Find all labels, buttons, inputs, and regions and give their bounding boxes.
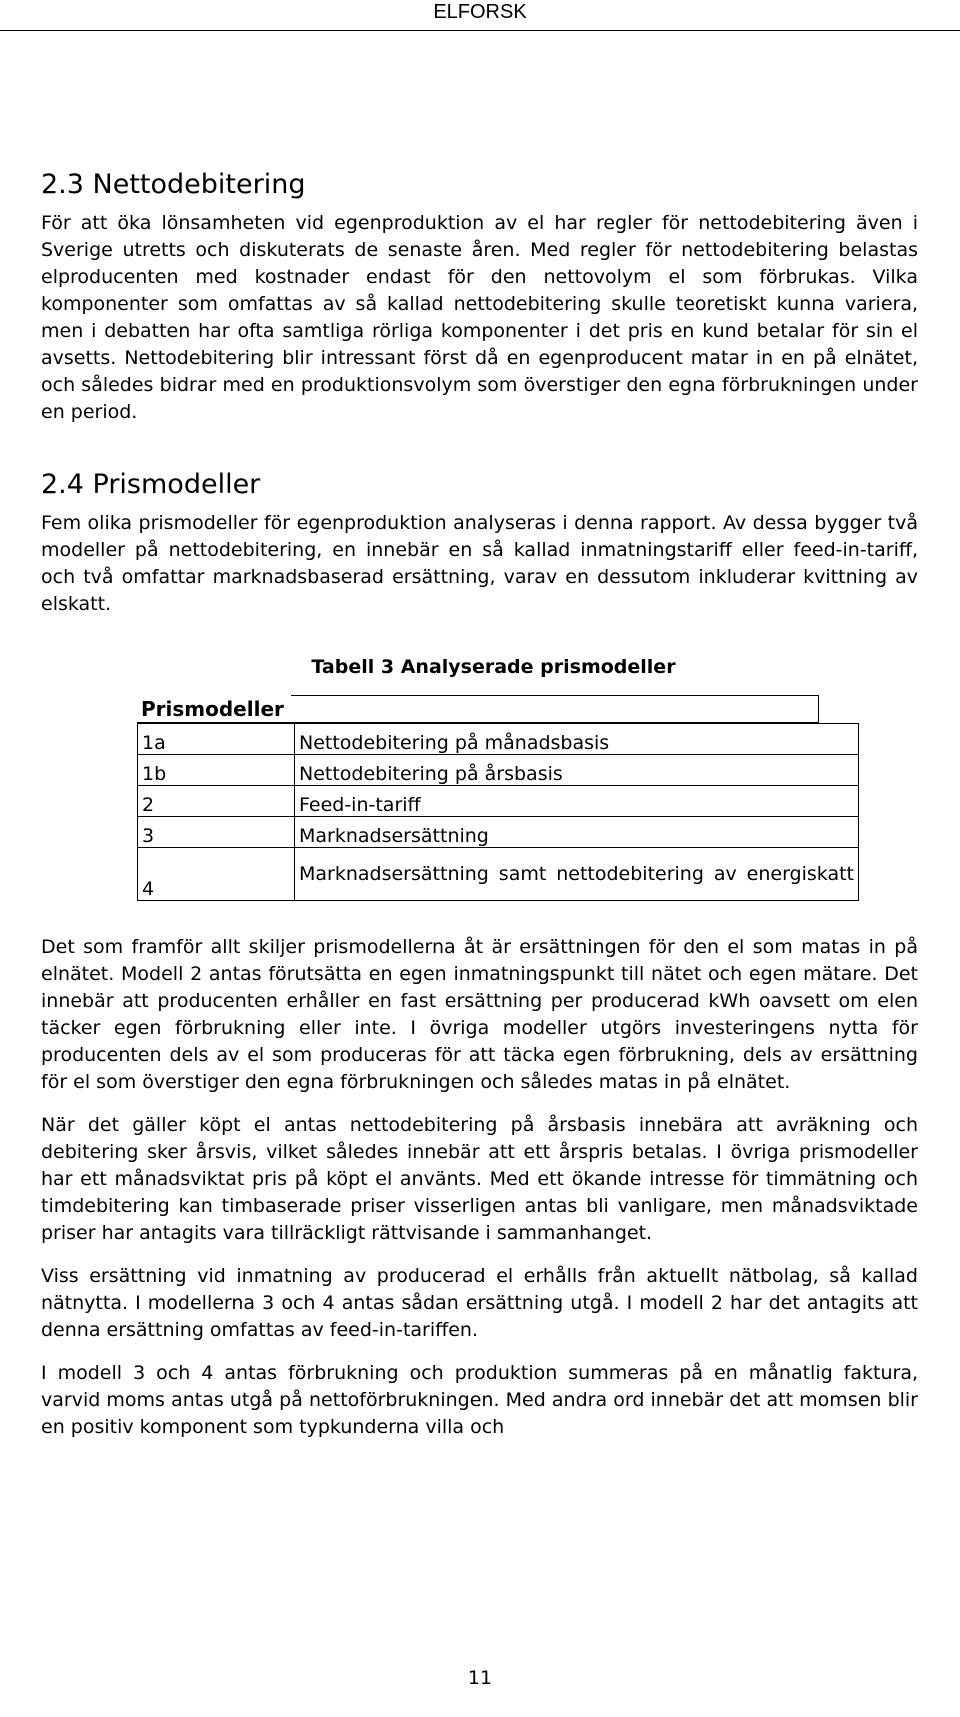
table-header: Prismodeller (137, 692, 819, 723)
model-id: 1b (138, 755, 295, 786)
body-paragraph: När det gäller köpt el antas nettodebitering på årsbasis innebära att avräkning och debitering sker årsvis, vilket således innebär att ett årspris betalas. I övriga prismodeller har ett månadsviktat pris på köpt el använts. Med ett ökande intresse för timmätning och timdebitering kan timbaserade priser visserligen antas bli vanligare, men månadsviktade priser har antagits vara tillräckligt rättvisande i sammanhanget. (41, 1114, 918, 1244)
model-id: 4 (138, 848, 295, 901)
section-gap (41, 426, 918, 468)
price-models-table (137, 692, 859, 901)
model-description: Feed-in-tariff (295, 786, 859, 817)
model-id: 3 (138, 817, 295, 848)
section-heading-2-4: 2.4 Prismodeller (41, 469, 261, 500)
header-title: ELFORSK (433, 1, 527, 23)
section-2-3-paragraph: För att öka lönsamheten vid egenproduktion av el har regler för nettodebitering även i Sverige utretts och diskuterats de senaste åren. Med regler för nettodebitering belastas elproducenten med kostnader endast för den nettovolym el som förbrukas. Vilka komponenter som omfattas av så kallad nettodebitering skulle teoretiskt kunna variera, men i debatten har ofta samtliga rörliga komponenter i det pris en kund betalar för sin el avsetts. Nettodebitering blir intressant först då en egenproducent matar in en på elnätet, och således bidrar med en produktionsvolym som överstiger den egna förbrukningen under en period. (41, 212, 918, 423)
table-row (138, 724, 859, 755)
model-id: 1a (138, 724, 295, 755)
body-text (41, 934, 918, 1441)
body-paragraph: Viss ersättning vid inmatning av producerad el erhålls från aktuellt nätbolag, så kallad nätnytta. I modellerna 3 och 4 antas sådan ersättning utgå. I modell 2 har det antagits att denna ersättning omfattas av feed-in-tariffen. (41, 1265, 918, 1341)
header-rule (0, 30, 960, 31)
page-content (41, 168, 918, 1441)
table-row (138, 817, 859, 848)
table-row (138, 786, 859, 817)
model-id: 2 (138, 786, 295, 817)
section-2-4-paragraph: Fem olika prismodeller för egenproduktion analyseras i denna rapport. Av dessa bygger två modeller på nettodebitering, en innebär en så kallad inmatningstariff eller feed-in-tariff, och två omfattar marknadsbaserad ersättning, varav en dessutom inkluderar kvittning av elskatt. (41, 512, 918, 615)
model-description: Marknadsersättning samt nettodebitering av energiskatt (295, 848, 859, 901)
section-heading-2-3: 2.3 Nettodebitering (41, 169, 306, 200)
table-caption: Tabell 3 Analyserade prismodeller (311, 656, 676, 678)
model-description: Nettodebitering på månadsbasis (295, 724, 859, 755)
page-number: 11 (467, 1667, 493, 1689)
body-paragraph: Det som framför allt skiljer prismodellerna åt är ersättningen för den el som matas in på elnätet. Modell 2 antas förutsätta en egen inmatningspunkt till nätet och egen mätare. Det innebär att producenten erhåller en fast ersättning per producerad kWh oavsett om elen täcker egen förbrukning eller inte. I övriga modeller utgörs investeringens nytta för producenten dels av el som produceras för att täcka egen förbrukning, dels av ersättning för el som överstiger den egna förbrukningen och således matas in på elnätet. (41, 936, 918, 1093)
model-description: Marknadsersättning (295, 817, 859, 848)
body-paragraph: I modell 3 och 4 antas förbrukning och produktion summeras på en månatlig faktura, varvid moms antas utgå på nettoförbrukningen. Med andra ord innebär det att momsen blir en positiv komponent som typkunderna villa och (41, 1362, 918, 1438)
table-row (138, 848, 859, 901)
model-description: Nettodebitering på årsbasis (295, 755, 859, 786)
table-row (138, 755, 859, 786)
running-header (0, 0, 960, 24)
